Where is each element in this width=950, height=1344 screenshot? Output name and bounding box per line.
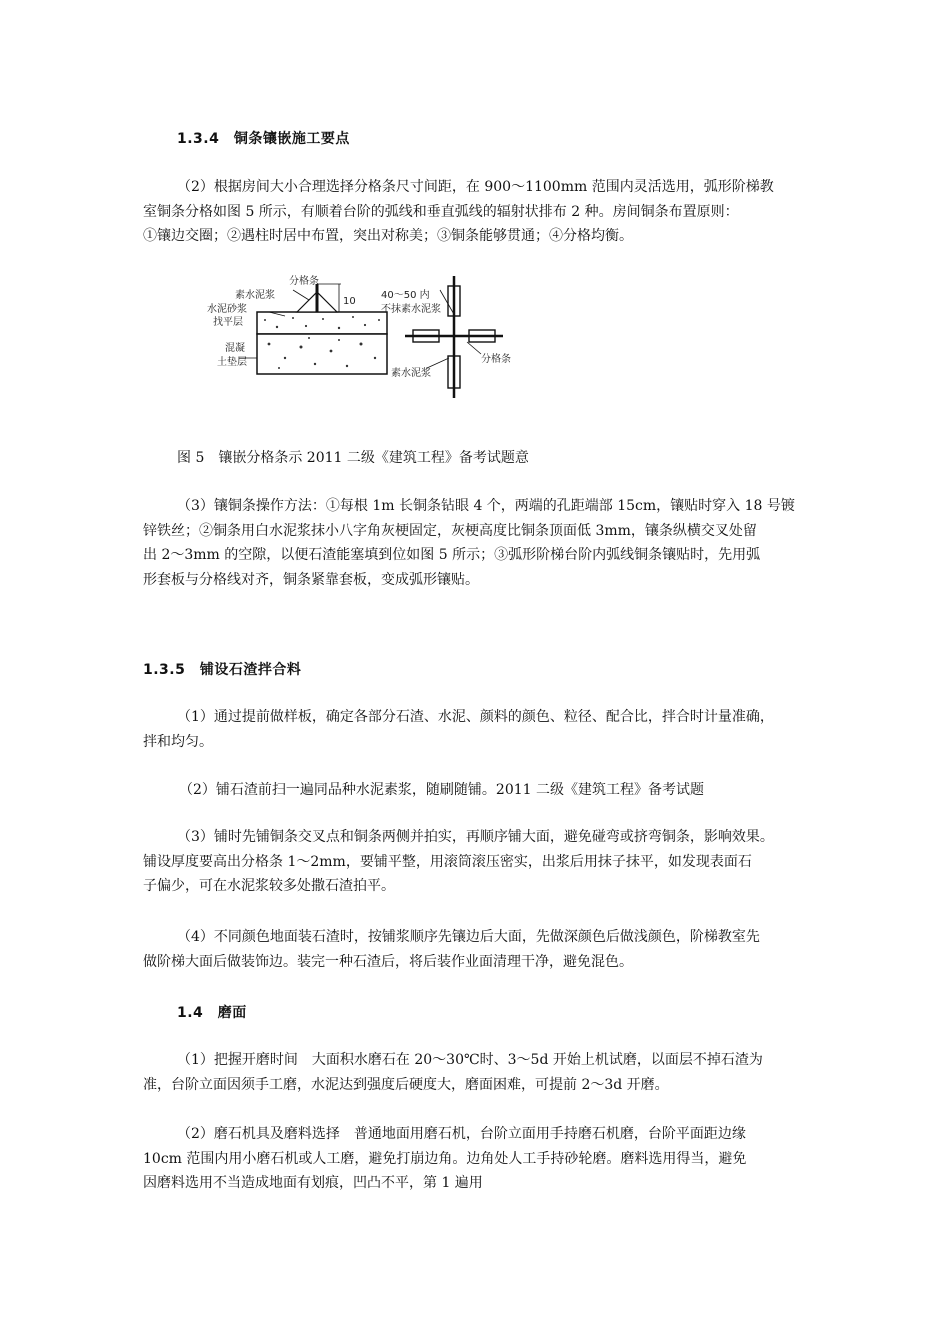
paragraph-1-4-1 (143, 1048, 809, 1097)
text-line: 出 2～3mm 的空隙，以便石渣能塞填到位如图 5 所示；③弧形阶梯台阶内弧线铜条镶贴时，先用弧 (143, 547, 761, 563)
paragraph-1-3-4-2 (143, 175, 809, 249)
text-line: （2）磨石机具及磨料选择 普通地面用磨石机，台阶立面用手持磨石机磨，台阶平面距边缘 (177, 1126, 746, 1142)
label-fgt: 分格条 (289, 276, 319, 287)
label-hun: 混凝 (225, 343, 245, 354)
label-dim-small: 10 (343, 296, 356, 307)
text-line: 拌和均匀。 (143, 733, 213, 750)
label-tdc: 土垫层 (217, 357, 247, 368)
label-bmsu: 不抹素水泥浆 (381, 304, 441, 315)
label-dim: 40～50 内 (381, 290, 430, 301)
text-line: 做阶梯大面后做装饰边。装完一种石渣后，将后装作业面清理干净，避免混色。 (143, 953, 633, 970)
heading-1-3-4: 1.3.4 铜条镶嵌施工要点 (177, 131, 350, 147)
text-line: 铺设厚度要高出分格条 1～2mm，要铺平整，用滚筒滚压密实，出浆后用抹子抹平，如发现表面石 (143, 853, 752, 870)
heading-1-3-5: 1.3.5 铺设石渣拌合料 (143, 662, 302, 678)
paragraph-1-3-5-2 (143, 778, 809, 803)
text-line: （2）铺石渣前扫一遍同品种水泥素浆，随刷随铺。2011 二级《建筑工程》备考试题 (179, 782, 704, 798)
label-snsj: 水泥砂浆 (207, 304, 247, 315)
text-line: 准，台阶立面因须手工磨，水泥达到强度后硬度大，磨面困难，可提前 2～3d 开磨。 (143, 1076, 669, 1093)
heading-1-4: 1.4 磨面 (177, 1005, 247, 1021)
text-line: ①镶边交圈；②遇柱时居中布置，突出对称美；③铜条能够贯通；④分格均衡。 (143, 228, 633, 244)
figure-caption: 图 5 镶嵌分格条示 2011 二级《建筑工程》备考试题意 (177, 450, 529, 466)
text-line: （4）不同颜色地面装石渣时，按铺浆顺序先镶边后大面，先做深颜色后做浅颜色，阶梯教室先 (177, 929, 760, 945)
text-line: 10cm 范围内用小磨石机或人工磨，避免打崩边角。边角处人工手持砂轮磨。磨料选用得当，避免 (143, 1150, 747, 1167)
label-fgt2: 分格条 (481, 354, 511, 365)
text-line: 子偏少，可在水泥浆较多处撒石渣拍平。 (143, 878, 395, 894)
text-line: 形套板与分格线对齐，铜条紧靠套板，变成弧形镶贴。 (143, 571, 479, 588)
paragraph-1-3-5-1 (143, 705, 809, 754)
paragraph-1-3-5-4 (143, 925, 809, 974)
paragraph-1-3-5-3 (143, 825, 809, 899)
figure-5-diagram (205, 272, 545, 402)
text-line: （1）通过提前做样板，确定各部分石渣、水泥、颜料的颜色、粒径、配合比，拌合时计量准确， (177, 709, 774, 725)
paragraph-1-3-4-3 (143, 494, 809, 592)
text-line: （3）镶铜条操作方法：①每根 1m 长铜条钻眼 4 个，两端的孔距端部 15cm，镶贴时穿入 18 号镀 (177, 498, 795, 514)
text-line: 因磨料选用不当造成地面有划痕，凹凸不平，第 1 遍用 (143, 1175, 483, 1191)
text-line: （2）根据房间大小合理选择分格条尺寸间距，在 900～1100mm 范围内灵活选用，弧形阶梯教 (177, 179, 774, 195)
text-line: 锌铁丝；②铜条用白水泥浆抹小八字角灰梗固定，灰梗高度比铜条顶面低 3mm，镶条纵横交叉处留 (143, 522, 757, 539)
text-line: 室铜条分格如图 5 所示，有顺着台阶的弧线和垂直弧线的辐射状排布 2 种。房间铜条布置原则： (143, 203, 739, 220)
label-sunijiang: 素水泥浆 (235, 290, 275, 301)
label-sunijiang2: 素水泥浆 (391, 368, 431, 379)
label-zpc: 找平层 (213, 317, 243, 328)
text-line: （3）铺时先铺铜条交叉点和铜条两侧并拍实，再顺序铺大面，避免碰弯或挤弯铜条，影响效果。 (177, 829, 774, 845)
paragraph-1-4-2 (143, 1122, 809, 1196)
text-line: （1）把握开磨时间 大面积水磨石在 20～30℃时、3～5d 开始上机试磨，以面层不掉石渣为 (177, 1052, 763, 1068)
